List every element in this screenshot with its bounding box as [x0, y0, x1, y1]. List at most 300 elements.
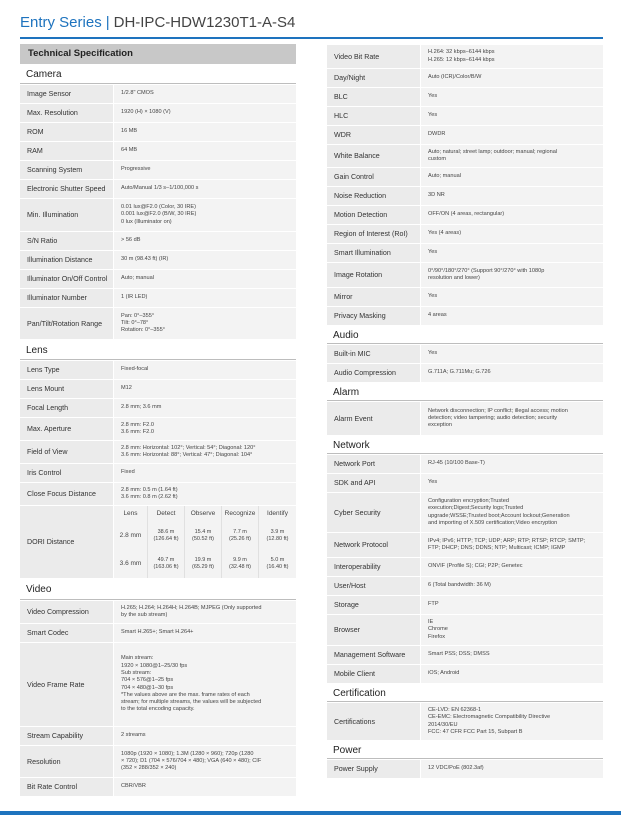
spec-row-image-rotation — [327, 263, 603, 287]
spec-value-line: ONVIF (Profile S); CGI; P2P; Genetec — [428, 563, 523, 570]
spec-value-line: 1 (IR LED) — [121, 294, 148, 301]
spec-value — [421, 107, 603, 125]
spec-value-line: 3D NR — [428, 192, 445, 199]
model-name: DH-IPC-HDW1230T1-A-S4 — [113, 14, 296, 31]
spec-value — [421, 225, 603, 243]
spec-value-line: Yes — [428, 479, 438, 486]
spec-value-line: > 56 dB — [121, 237, 141, 244]
spec-label: Iris Control — [20, 464, 113, 482]
spec-label: Video Frame Rate — [20, 643, 113, 726]
spec-value — [421, 760, 603, 778]
dori-header-row — [114, 506, 296, 522]
spec-value-line: by the sub stream) — [121, 612, 168, 618]
spec-value-line: Network disconnection; IP conflict; illegal access; motion — [428, 407, 568, 414]
spec-row-alarm-event — [327, 402, 603, 435]
spec-value-line: × 720); D1 (704 × 576/704 × 480); VGA (640 × 480); CIF — [121, 757, 262, 764]
spec-row-video-compression — [20, 601, 296, 623]
spec-label: Video Bit Rate — [327, 45, 420, 68]
spec-value-line: H.264: 32 kbps–6144 kbps — [428, 49, 495, 56]
spec-row-white-balance — [327, 145, 603, 167]
spec-value — [114, 270, 296, 288]
spec-row-smart-illumination — [327, 244, 603, 262]
dori-value-line: 5.0 m — [270, 556, 285, 563]
spec-value-line: 2.8 mm: 0.5 m (1.64 ft) — [121, 486, 178, 493]
spec-label: BLC — [327, 88, 420, 106]
spec-value-line: CE-LVD: EN 62368-1 — [428, 706, 482, 713]
spec-value — [114, 464, 296, 482]
spec-value-line: (352 × 288/352 × 240) — [121, 765, 177, 772]
dori-value-cell — [221, 522, 258, 550]
dori-distance-table — [20, 506, 296, 578]
spec-value — [421, 69, 603, 87]
spec-value-line: Progressive — [121, 166, 151, 173]
spec-value-line: Yes — [428, 350, 438, 357]
spec-value-line: 3.6 mm: 0.8 m (2.62 ft) — [121, 494, 178, 500]
spec-row-network-protocol — [327, 533, 603, 557]
spec-row-wdr — [327, 126, 603, 144]
dori-value-line: (163.06 ft) — [153, 564, 179, 570]
spec-row-iris-control — [20, 464, 296, 482]
spec-value — [114, 104, 296, 122]
spec-row-certifications — [327, 703, 603, 740]
spec-value-line: Tilt: 0°–78° — [121, 319, 149, 326]
spec-value-line: Auto; manual — [428, 173, 461, 180]
spec-label: Pan/Tilt/Rotation Range — [20, 308, 113, 339]
spec-value-line: resolution and lower) — [428, 275, 480, 281]
spec-label: Network Port — [327, 455, 420, 473]
spec-value-line: G.711A; G.711Mu; G.726 — [428, 369, 491, 376]
dori-row-3-6-mm — [114, 550, 296, 578]
spec-value-line: Fixed-focal — [121, 366, 149, 373]
spec-value-line: custom — [428, 156, 447, 162]
spec-value-line: 12 VDC/PoE (802.3af) — [428, 765, 484, 772]
spec-row-max-aperture — [20, 418, 296, 440]
spec-value-line: 2.8 mm: Horizontal: 102°; Vertical: 54°; Diagonal: 120° — [121, 444, 256, 451]
spec-label: Mirror — [327, 288, 420, 306]
spec-value — [114, 380, 296, 398]
spec-value — [421, 558, 603, 576]
spec-value-line: 2 streams — [121, 732, 146, 739]
spec-row-audio-compression — [327, 364, 603, 382]
spec-row-focal-length — [20, 399, 296, 417]
spec-value-line: Configuration encryption;Trusted — [428, 497, 509, 504]
section-heading-audio: Audio — [327, 325, 603, 344]
spec-row-image-sensor — [20, 85, 296, 103]
spec-label: Browser — [327, 615, 420, 645]
spec-value-line: H.265: 12 kbps–6144 kbps — [428, 56, 495, 63]
spec-value — [114, 142, 296, 160]
bottom-rule — [0, 811, 621, 815]
spec-value-line: to the total encoding capacity. — [121, 706, 195, 713]
right-column — [327, 44, 603, 778]
dori-value-line: 19.9 m — [194, 556, 212, 563]
spec-value-line: 6 (Total bandwidth: 36 M) — [428, 582, 491, 589]
section-heading-power: Power — [327, 740, 603, 759]
spec-row-electronic-shutter-speed — [20, 180, 296, 198]
spec-label: Storage — [327, 596, 420, 614]
spec-label: Management Software — [327, 646, 420, 664]
spec-value — [114, 746, 296, 777]
spec-value-line: 1920 × 1080@1–25/30 fps — [121, 662, 188, 669]
spec-row-pan-tilt-rotation-range — [20, 308, 296, 339]
spec-label: SDK and API — [327, 474, 420, 492]
spec-value — [421, 455, 603, 473]
spec-row-interoperability — [327, 558, 603, 576]
spec-value-line: 3.6 mm: Horizontal: 88°; Vertical: 47°; Diagonal: 104° — [121, 452, 253, 458]
spec-label: Cyber Security — [327, 493, 420, 532]
spec-row-network-port — [327, 455, 603, 473]
spec-row-field-of-view — [20, 441, 296, 463]
spec-value — [114, 624, 296, 642]
spec-value-line: Sub stream: — [121, 669, 152, 676]
spec-value — [114, 199, 296, 231]
spec-value — [421, 244, 603, 262]
spec-value — [114, 251, 296, 269]
section-heading-network: Network — [327, 435, 603, 454]
section-heading-camera: Camera — [20, 64, 296, 84]
spec-label: Privacy Masking — [327, 307, 420, 325]
dori-header-cell: Lens — [123, 509, 138, 517]
spec-value-line: execution;Digest;Security logs;Trusted — [428, 505, 524, 512]
spec-row-rom — [20, 123, 296, 141]
spec-value-line: 30 m (98.43 ft) (IR) — [121, 256, 169, 263]
spec-value-line: 1080p (1920 × 1080); 1.3M (1280 × 960); 720p (1280 — [121, 750, 254, 757]
dori-value-line: 49.7 m — [157, 556, 175, 563]
spec-value-line: RJ-45 (10/100 Base-T) — [428, 460, 485, 467]
spec-value — [421, 307, 603, 325]
spec-value — [421, 596, 603, 614]
spec-value — [421, 88, 603, 106]
spec-label: Smart Illumination — [327, 244, 420, 262]
spec-value-line: Auto (ICR)/Color/B/W — [428, 74, 482, 81]
spec-row-illuminator-on-off-control — [20, 270, 296, 288]
spec-value — [114, 727, 296, 745]
spec-label: Power Supply — [327, 760, 420, 778]
dori-grid — [114, 506, 296, 578]
spec-value — [114, 483, 296, 505]
section-heading-lens: Lens — [20, 339, 296, 360]
spec-value-line: 1/2.8" CMOS — [121, 90, 154, 97]
dori-value-cell — [221, 550, 258, 578]
spec-label: Bit Rate Control — [20, 778, 113, 796]
spec-row-hlc — [327, 107, 603, 125]
spec-value — [114, 643, 296, 726]
spec-row-gain-control — [327, 168, 603, 186]
spec-label: Focal Length — [20, 399, 113, 417]
spec-value-line: H.265; H.264; H.264H; H.264B; MJPEG (Only supported — [121, 604, 262, 611]
spec-row-stream-capability — [20, 727, 296, 745]
spec-value — [114, 232, 296, 250]
spec-value — [114, 289, 296, 307]
spec-row-video-bit-rate — [327, 45, 603, 68]
dori-value-line: (16.40 ft) — [266, 564, 289, 570]
dori-header-cell: Recognize — [221, 506, 258, 522]
spec-value — [421, 206, 603, 224]
spec-value-line: Auto; natural; street lamp; outdoor; manual; regional — [428, 148, 558, 155]
spec-value-line: 1920 (H) × 1080 (V) — [121, 109, 171, 116]
spec-row-scanning-system — [20, 161, 296, 179]
dori-value-line: (65.29 ft) — [191, 564, 214, 570]
spec-label: Resolution — [20, 746, 113, 777]
dori-value-line: 3.9 m — [270, 528, 285, 535]
spec-value-line: Yes — [428, 293, 438, 300]
spec-value-line: Fixed — [121, 469, 135, 476]
spec-value — [421, 533, 603, 557]
spec-row-mirror — [327, 288, 603, 306]
spec-value-line: 4 areas — [428, 312, 447, 319]
spec-value — [114, 308, 296, 339]
spec-label: Illumination Distance — [20, 251, 113, 269]
spec-value-line: 0°/90°/180°/270° (Support 90°/270° with 1080p — [428, 267, 545, 274]
spec-label: Illuminator Number — [20, 289, 113, 307]
spec-value — [421, 615, 603, 645]
spec-row-built-in-mic — [327, 345, 603, 363]
dori-value-line: (32.48 ft) — [228, 564, 251, 570]
spec-label: User/Host — [327, 577, 420, 595]
spec-value — [421, 263, 603, 287]
spec-value-line: 0.001 lux@F2.0 (B/W, 30 IRE) — [121, 211, 197, 218]
spec-label: HLC — [327, 107, 420, 125]
spec-row-ram — [20, 142, 296, 160]
spec-label: Day/Night — [327, 69, 420, 87]
spec-value — [421, 168, 603, 186]
spec-value — [421, 364, 603, 382]
spec-label: Min. Illumination — [20, 199, 113, 231]
spec-label: Mobile Client — [327, 665, 420, 683]
spec-value — [421, 493, 603, 532]
spec-value — [114, 601, 296, 623]
spec-value-line: Yes — [428, 112, 438, 119]
spec-value-line: Yes (4 areas) — [428, 230, 462, 237]
spec-label: Stream Capability — [20, 727, 113, 745]
spec-value — [114, 361, 296, 379]
section-heading-certification: Certification — [327, 683, 603, 702]
dori-value-cell — [147, 522, 184, 550]
spec-value-line: 704 × 576@1–25 fps — [121, 677, 174, 684]
dori-value-line: 38.6 m — [157, 528, 175, 535]
spec-value-line: *The values above are the max. frame rates of each — [121, 691, 250, 698]
spec-value-line: M12 — [121, 385, 132, 392]
series-name: Entry Series — [20, 14, 102, 31]
title-separator: | — [105, 14, 110, 31]
spec-value — [421, 474, 603, 492]
spec-label: Certifications — [327, 703, 420, 740]
section-heading-alarm: Alarm — [327, 382, 603, 401]
spec-value — [114, 441, 296, 463]
dori-header-cell: Identify — [258, 506, 296, 522]
spec-label: Lens Type — [20, 361, 113, 379]
spec-value-line: Smart PSS; DSS; DMSS — [428, 651, 490, 658]
spec-label: Close Focus Distance — [20, 483, 113, 505]
spec-label: Interoperability — [327, 558, 420, 576]
spec-value — [114, 85, 296, 103]
dori-value-cell — [258, 522, 296, 550]
spec-row-storage — [327, 596, 603, 614]
spec-value — [421, 703, 603, 740]
spec-label: S/N Ratio — [20, 232, 113, 250]
spec-label: White Balance — [327, 145, 420, 167]
dori-header-cell: Observe — [184, 506, 221, 522]
spec-value-line: 2014/30/EU — [428, 721, 458, 728]
spec-label: Built-in MIC — [327, 345, 420, 363]
spec-label: Field of View — [20, 441, 113, 463]
spec-value-line: iOS; Android — [428, 670, 460, 677]
dori-lens-cell: 3.6 mm — [119, 559, 142, 567]
spec-value — [114, 123, 296, 141]
spec-row-bit-rate-control — [20, 778, 296, 796]
spec-value-line: 64 MB — [121, 147, 138, 154]
spec-label: Region of Interest (RoI) — [327, 225, 420, 243]
left-column — [20, 44, 296, 796]
spec-value — [421, 288, 603, 306]
spec-label: Network Protocol — [327, 533, 420, 557]
spec-label: Video Compression — [20, 601, 113, 623]
spec-value-line: DWDR — [428, 131, 446, 138]
spec-row-day-night — [327, 69, 603, 87]
spec-value-line: Yes — [428, 249, 438, 256]
spec-value-line: FTP; DHCP; DNS; DDNS; NTP; Multicast; ICMP; IGMP — [428, 545, 566, 551]
spec-value-line: Rotation: 0°–355° — [121, 327, 165, 334]
document-title — [20, 14, 295, 31]
spec-value — [114, 418, 296, 440]
spec-value-line: CE-EMC: Electromagnetic Compatibility Directive — [428, 714, 551, 721]
spec-value-line: FCC: 47 CFR FCC Part 15, Subpart B — [428, 728, 523, 735]
spec-row-motion-detection — [327, 206, 603, 224]
dori-value-line: 7.7 m — [233, 528, 247, 535]
spec-value-line: 0 lux (Illuminator on) — [121, 218, 172, 225]
spec-row-privacy-masking — [327, 307, 603, 325]
spec-value — [421, 145, 603, 167]
spec-row-noise-reduction — [327, 187, 603, 205]
spec-row-resolution — [20, 746, 296, 777]
spec-row-close-focus-distance — [20, 483, 296, 505]
spec-value — [114, 180, 296, 198]
spec-row-s-n-ratio — [20, 232, 296, 250]
spec-row-min-illumination — [20, 199, 296, 231]
spec-row-cyber-security — [327, 493, 603, 532]
spec-label: Motion Detection — [327, 206, 420, 224]
spec-value — [114, 399, 296, 417]
dori-lens-cell: 2.8 mm — [119, 531, 142, 539]
spec-value-line: 2.8 mm; 3.6 mm — [121, 404, 162, 411]
spec-value — [421, 126, 603, 144]
spec-value-line: IE — [428, 619, 434, 626]
dori-value-cell — [147, 550, 184, 578]
dori-row-2-8-mm — [114, 522, 296, 550]
spec-value — [421, 402, 603, 435]
dori-value-line: (50.52 ft) — [191, 536, 214, 542]
spec-value-line: IPv4; IPv6; HTTP; TCP; UDP; ARP; RTP; RTSP; RTCP; SMTP; — [428, 537, 586, 544]
spec-row-blc — [327, 88, 603, 106]
dori-value-line: 9.9 m — [233, 556, 247, 563]
spec-value — [421, 646, 603, 664]
spec-label: Lens Mount — [20, 380, 113, 398]
spec-value-line: Chrome — [428, 626, 448, 633]
spec-label: WDR — [327, 126, 420, 144]
dori-value-cell — [258, 550, 296, 578]
spec-value-line: exception — [428, 422, 452, 429]
spec-row-region-of-interest-roi — [327, 225, 603, 243]
spec-value-line: stream; for multiple streams, the values will be subjected — [121, 699, 262, 706]
dori-value-line: (12.80 ft) — [266, 536, 289, 542]
spec-label: Alarm Event — [327, 402, 420, 435]
spec-value-line: 2.8 mm: F2.0 — [121, 421, 154, 428]
spec-value — [421, 577, 603, 595]
dori-value-line: (25.26 ft) — [228, 536, 251, 542]
spec-row-video-frame-rate — [20, 643, 296, 726]
tech-spec-header: Technical Specification — [20, 44, 296, 64]
spec-row-lens-mount — [20, 380, 296, 398]
dori-header-cell: Detect — [147, 506, 184, 522]
spec-value-line: Main stream: — [121, 655, 154, 662]
spec-row-lens-type — [20, 361, 296, 379]
spec-label: Max. Resolution — [20, 104, 113, 122]
title-rule — [20, 37, 603, 39]
spec-value — [421, 665, 603, 683]
dori-value-cell — [184, 522, 221, 550]
spec-value-line: CBR/VBR — [121, 783, 146, 790]
spec-row-max-resolution — [20, 104, 296, 122]
spec-value-line: Yes — [428, 93, 438, 100]
spec-value-line: 0.01 lux@F2.0 (Color, 30 IRE) — [121, 204, 197, 211]
spec-value — [114, 161, 296, 179]
spec-label: DORI Distance — [20, 506, 113, 578]
spec-value-line: Auto/Manual 1/3 s–1/100,000 s — [121, 185, 199, 192]
spec-label: Electronic Shutter Speed — [20, 180, 113, 198]
spec-label: RAM — [20, 142, 113, 160]
spec-value-line: Pan: 0°–355° — [121, 312, 155, 319]
dori-value-line: 15.4 m — [194, 528, 212, 535]
spec-label: Noise Reduction — [327, 187, 420, 205]
spec-label: Image Sensor — [20, 85, 113, 103]
spec-value — [114, 778, 296, 796]
spec-value-line: upgrade;WSSE;Trusted boot;Account lockout;Generation — [428, 512, 570, 519]
spec-row-smart-codec — [20, 624, 296, 642]
spec-value — [421, 345, 603, 363]
dori-value-cell — [184, 550, 221, 578]
spec-value-line: 704 × 480@1–30 fps — [121, 684, 174, 691]
spec-label: Illuminator On/Off Control — [20, 270, 113, 288]
section-heading-video: Video — [20, 578, 296, 600]
spec-value — [421, 45, 603, 68]
spec-value-line: 16 MB — [121, 128, 138, 135]
dori-value-line: (126.64 ft) — [153, 536, 179, 542]
spec-row-user-host — [327, 577, 603, 595]
spec-label: Audio Compression — [327, 364, 420, 382]
spec-label: Smart Codec — [20, 624, 113, 642]
spec-value — [421, 187, 603, 205]
spec-value-line: Auto; manual — [121, 275, 154, 282]
spec-value-line: and importing of X.509 certification;Video encryption — [428, 519, 558, 526]
spec-row-illuminator-number — [20, 289, 296, 307]
spec-label: Gain Control — [327, 168, 420, 186]
spec-value-line: FTP — [428, 601, 439, 608]
spec-row-management-software — [327, 646, 603, 664]
spec-row-sdk-and-api — [327, 474, 603, 492]
spec-label: Image Rotation — [327, 263, 420, 287]
spec-row-mobile-client — [327, 665, 603, 683]
spec-row-power-supply — [327, 760, 603, 778]
spec-label: Scanning System — [20, 161, 113, 179]
spec-value-line: Smart H.265+; Smart H.264+ — [121, 629, 194, 636]
spec-label: Max. Aperture — [20, 418, 113, 440]
spec-value-line: OFF/ON (4 areas, rectangular) — [428, 211, 505, 218]
spec-value-line: detection; video tampering; audio detection; security — [428, 414, 558, 421]
spec-label: ROM — [20, 123, 113, 141]
spec-row-illumination-distance — [20, 251, 296, 269]
spec-value-line: Firefox — [428, 633, 446, 640]
spec-value-line: 3.6 mm: F2.0 — [121, 429, 154, 435]
